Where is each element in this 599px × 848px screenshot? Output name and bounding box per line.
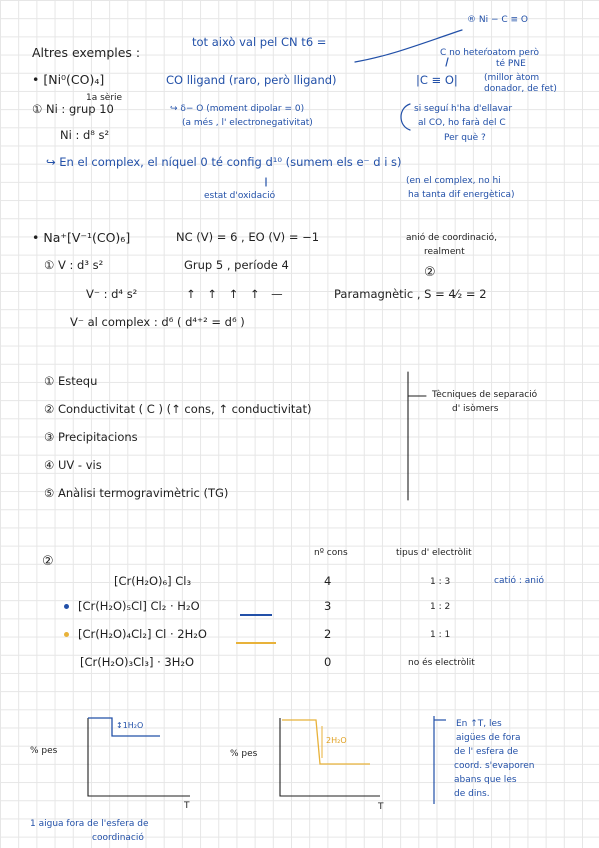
table-row-formula: [Cr(H₂O)₅Cl] Cl₂ · H₂O [78,599,200,613]
techniques-side-note-1: Tècniques de separació [432,390,538,400]
question-2: al CO, ho farà del C [418,118,506,128]
ox-state-label: estat d'oxidació [204,191,276,201]
page-title: Altres exemples : [32,45,141,60]
v-complex-config: V⁻ al complex : d⁶ ( d⁴⁺² = d⁶ ) [70,315,245,329]
question-brace [401,104,410,130]
table-row-cons: 2 [324,627,332,641]
co-triple-bond: |C ≡ O| [416,73,458,87]
table-row-ratio: 1 : 3 [430,577,451,587]
vminus-config: V⁻ : d⁴ s² [86,287,138,301]
graph1-axes [88,718,190,796]
c-note-3: (millor àtom [484,73,540,83]
graph2-xlabel: T [378,802,384,812]
circle-two-mark: ② [424,265,436,280]
technique-item: ③ Precipitacions [44,430,138,444]
table-row-formula: [Cr(H₂O)₃Cl₃] · 3H₂O [80,655,195,669]
question-3: Per què ? [444,133,486,143]
technique-item: ② Conductivitat ( C ) (↑ cons, ↑ conductivitat) [44,402,312,416]
group-period: Grup 5 , període 4 [184,258,289,272]
ni-config: Ni : d⁸ s² [60,128,110,142]
table-row-cons: 3 [324,599,332,613]
techniques-side-note-2: d' isòmers [452,404,499,414]
connector-arrow [355,30,462,62]
graph2-water-label: 2H₂O [326,736,347,745]
table-row-ratio: 1 : 2 [430,602,451,612]
side-note-line-3: de l' esfera de [454,747,519,757]
side-note-line-2: aigües de fora [456,733,521,743]
paramagnetic-note: Paramagnètic , S = 4⁄₂ = 2 [334,287,487,301]
header-num-cons: nº cons [314,548,348,558]
table-row-cons: 4 [324,574,332,588]
co-ligand-note: CO lligand (raro, però lligand) [166,73,337,87]
table-row-formula: [Cr(H₂O)₆] Cl₃ [114,574,192,588]
graph2-ylabel: % pes [230,749,258,759]
blue-note: tot això val pel CN t6 = [192,35,327,49]
dipole-note-2: (a més , l' electronegativitat) [182,118,313,128]
energy-note-1: (en el complex, no hi [406,176,501,186]
graph-caption-2: coordinació [92,833,144,843]
side-note-line-1: En ↑T, les [456,719,502,729]
table-circle-mark: ② [42,554,54,569]
technique-item: ⑤ Anàlisi termogravimètric (TG) [44,486,229,500]
ni-co-formula: • [Ni⁰(CO)₄] [32,72,105,87]
c-arrow [446,58,448,66]
side-note-line-4: coord. s'evaporen [454,761,535,771]
graph-caption-1: 1 aigua fora de l'esfera de [30,819,149,829]
graph1-ylabel: % pes [30,746,58,756]
side-note-line-6: de dins. [454,789,490,799]
complex-config-line: ↪ En el complex, el níquel 0 té config d¹⁰ (sumem els e⁻ d i s) [46,155,402,169]
c-note-4: donador, de fet) [484,84,557,94]
anion-note-2: realment [424,247,465,257]
ni-group: ① Ni : grup 10 [32,102,114,116]
dipole-note-1: ↪ δ− O (moment dipolar = 0) [170,104,305,114]
graph2-axes [280,718,380,796]
graph2-curve [282,720,370,764]
table-row-formula: [Cr(H₂O)₄Cl₂] Cl · 2H₂O [78,627,207,641]
table-row-ratio: no és electròlit [408,658,475,668]
side-note-line-5: abans que les [454,775,517,785]
technique-item: ④ UV - vis [44,458,102,472]
graph1-curve [88,718,160,736]
table-row-cons: 0 [324,655,332,669]
graph1-water-label: ↕1H₂O [116,721,144,730]
graph1-xlabel: T [184,801,190,811]
question-1: si seguí h'ha d'ellavar [414,104,513,114]
top-note: ® Ni − C ≡ O [467,15,528,25]
na-v-co-formula: • Na⁺[V⁻¹(CO)₆] [32,230,131,245]
technique-item: ① Estequ [44,374,98,388]
v-config: ① V : d³ s² [44,258,104,272]
c-note-1: C no heteŕoatom però [440,48,539,58]
c-note-2: té PNE [496,59,526,69]
header-electrolyte-type: tipus d' electròlit [396,548,472,558]
table-row-ratio: 1 : 1 [430,630,451,640]
cation-anion-label: catió : anió [494,576,544,586]
anion-note-1: anió de coordinació, [406,233,497,243]
nc-eo-values: NC (V) = 6 , EO (V) = −1 [176,230,320,244]
energy-note-2: ha tanta dif energètica) [408,190,515,200]
serie-label: 1a sèrie [86,93,123,103]
electron-arrows: ↑ ↑ ↑ ↑ — [186,287,287,301]
